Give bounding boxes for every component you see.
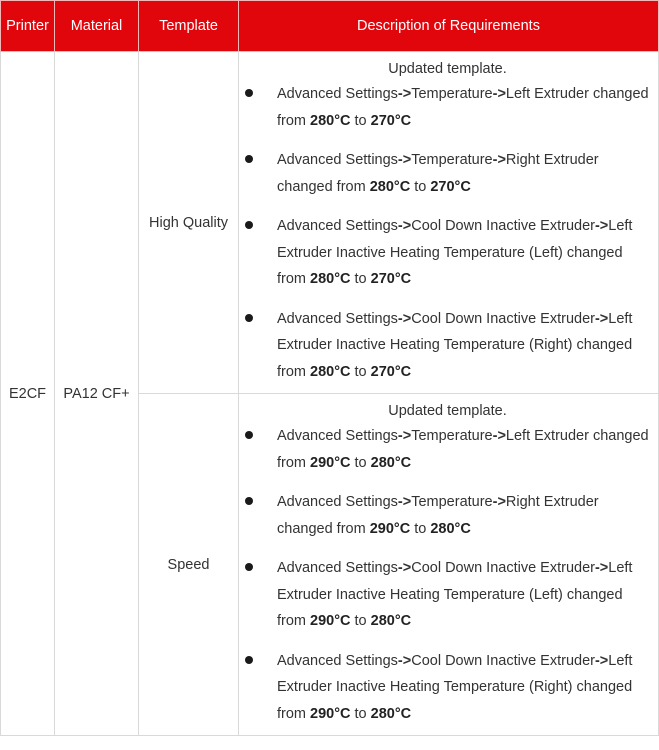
list-item: Advanced Settings->Cool Down Inactive Extruder->Left Extruder Inactive Heating Temperature (Left) changed from 280°C to 270°C bbox=[245, 213, 650, 293]
header-material: Material bbox=[55, 1, 139, 52]
header-printer: Printer bbox=[1, 1, 55, 52]
bullet-icon bbox=[245, 431, 253, 439]
header-row bbox=[1, 1, 659, 52]
list-item: Advanced Settings->Temperature->Left Extruder changed from 290°C to 280°C bbox=[245, 423, 650, 476]
bullet-icon bbox=[245, 563, 253, 571]
header-template: Template bbox=[139, 1, 239, 52]
template-cell: High Quality bbox=[139, 52, 239, 394]
description-cell bbox=[239, 52, 659, 394]
bullet-icon bbox=[245, 155, 253, 163]
list-item: Advanced Settings->Temperature->Left Extruder changed from 280°C to 270°C bbox=[245, 81, 650, 134]
bullet-icon bbox=[245, 497, 253, 505]
list-item: Advanced Settings->Temperature->Right Extruder changed from 280°C to 270°C bbox=[245, 147, 650, 200]
description-cell bbox=[239, 394, 659, 736]
description-title: Updated template. bbox=[388, 61, 507, 77]
list-item: Advanced Settings->Cool Down Inactive Extruder->Left Extruder Inactive Heating Temperature (Left) changed from 290°C to 280°C bbox=[245, 555, 650, 635]
bullet-icon bbox=[245, 314, 253, 322]
list-item: Advanced Settings->Temperature->Right Extruder changed from 290°C to 280°C bbox=[245, 489, 650, 542]
printer-cell: E2CF bbox=[1, 52, 55, 736]
description-title: Updated template. bbox=[388, 403, 507, 419]
bullet-icon bbox=[245, 221, 253, 229]
requirement-list bbox=[245, 423, 650, 727]
template-cell: Speed bbox=[139, 394, 239, 736]
bullet-icon bbox=[245, 656, 253, 664]
requirement-list bbox=[245, 81, 650, 385]
list-item: Advanced Settings->Cool Down Inactive Extruder->Left Extruder Inactive Heating Temperature (Right) changed from 290°C to 280°C bbox=[245, 648, 650, 728]
table-row bbox=[1, 52, 659, 394]
list-item: Advanced Settings->Cool Down Inactive Extruder->Left Extruder Inactive Heating Temperature (Right) changed from 280°C to 270°C bbox=[245, 306, 650, 386]
material-cell: PA12 CF+ bbox=[55, 52, 139, 736]
bullet-icon bbox=[245, 89, 253, 97]
header-description: Description of Requirements bbox=[239, 1, 659, 52]
